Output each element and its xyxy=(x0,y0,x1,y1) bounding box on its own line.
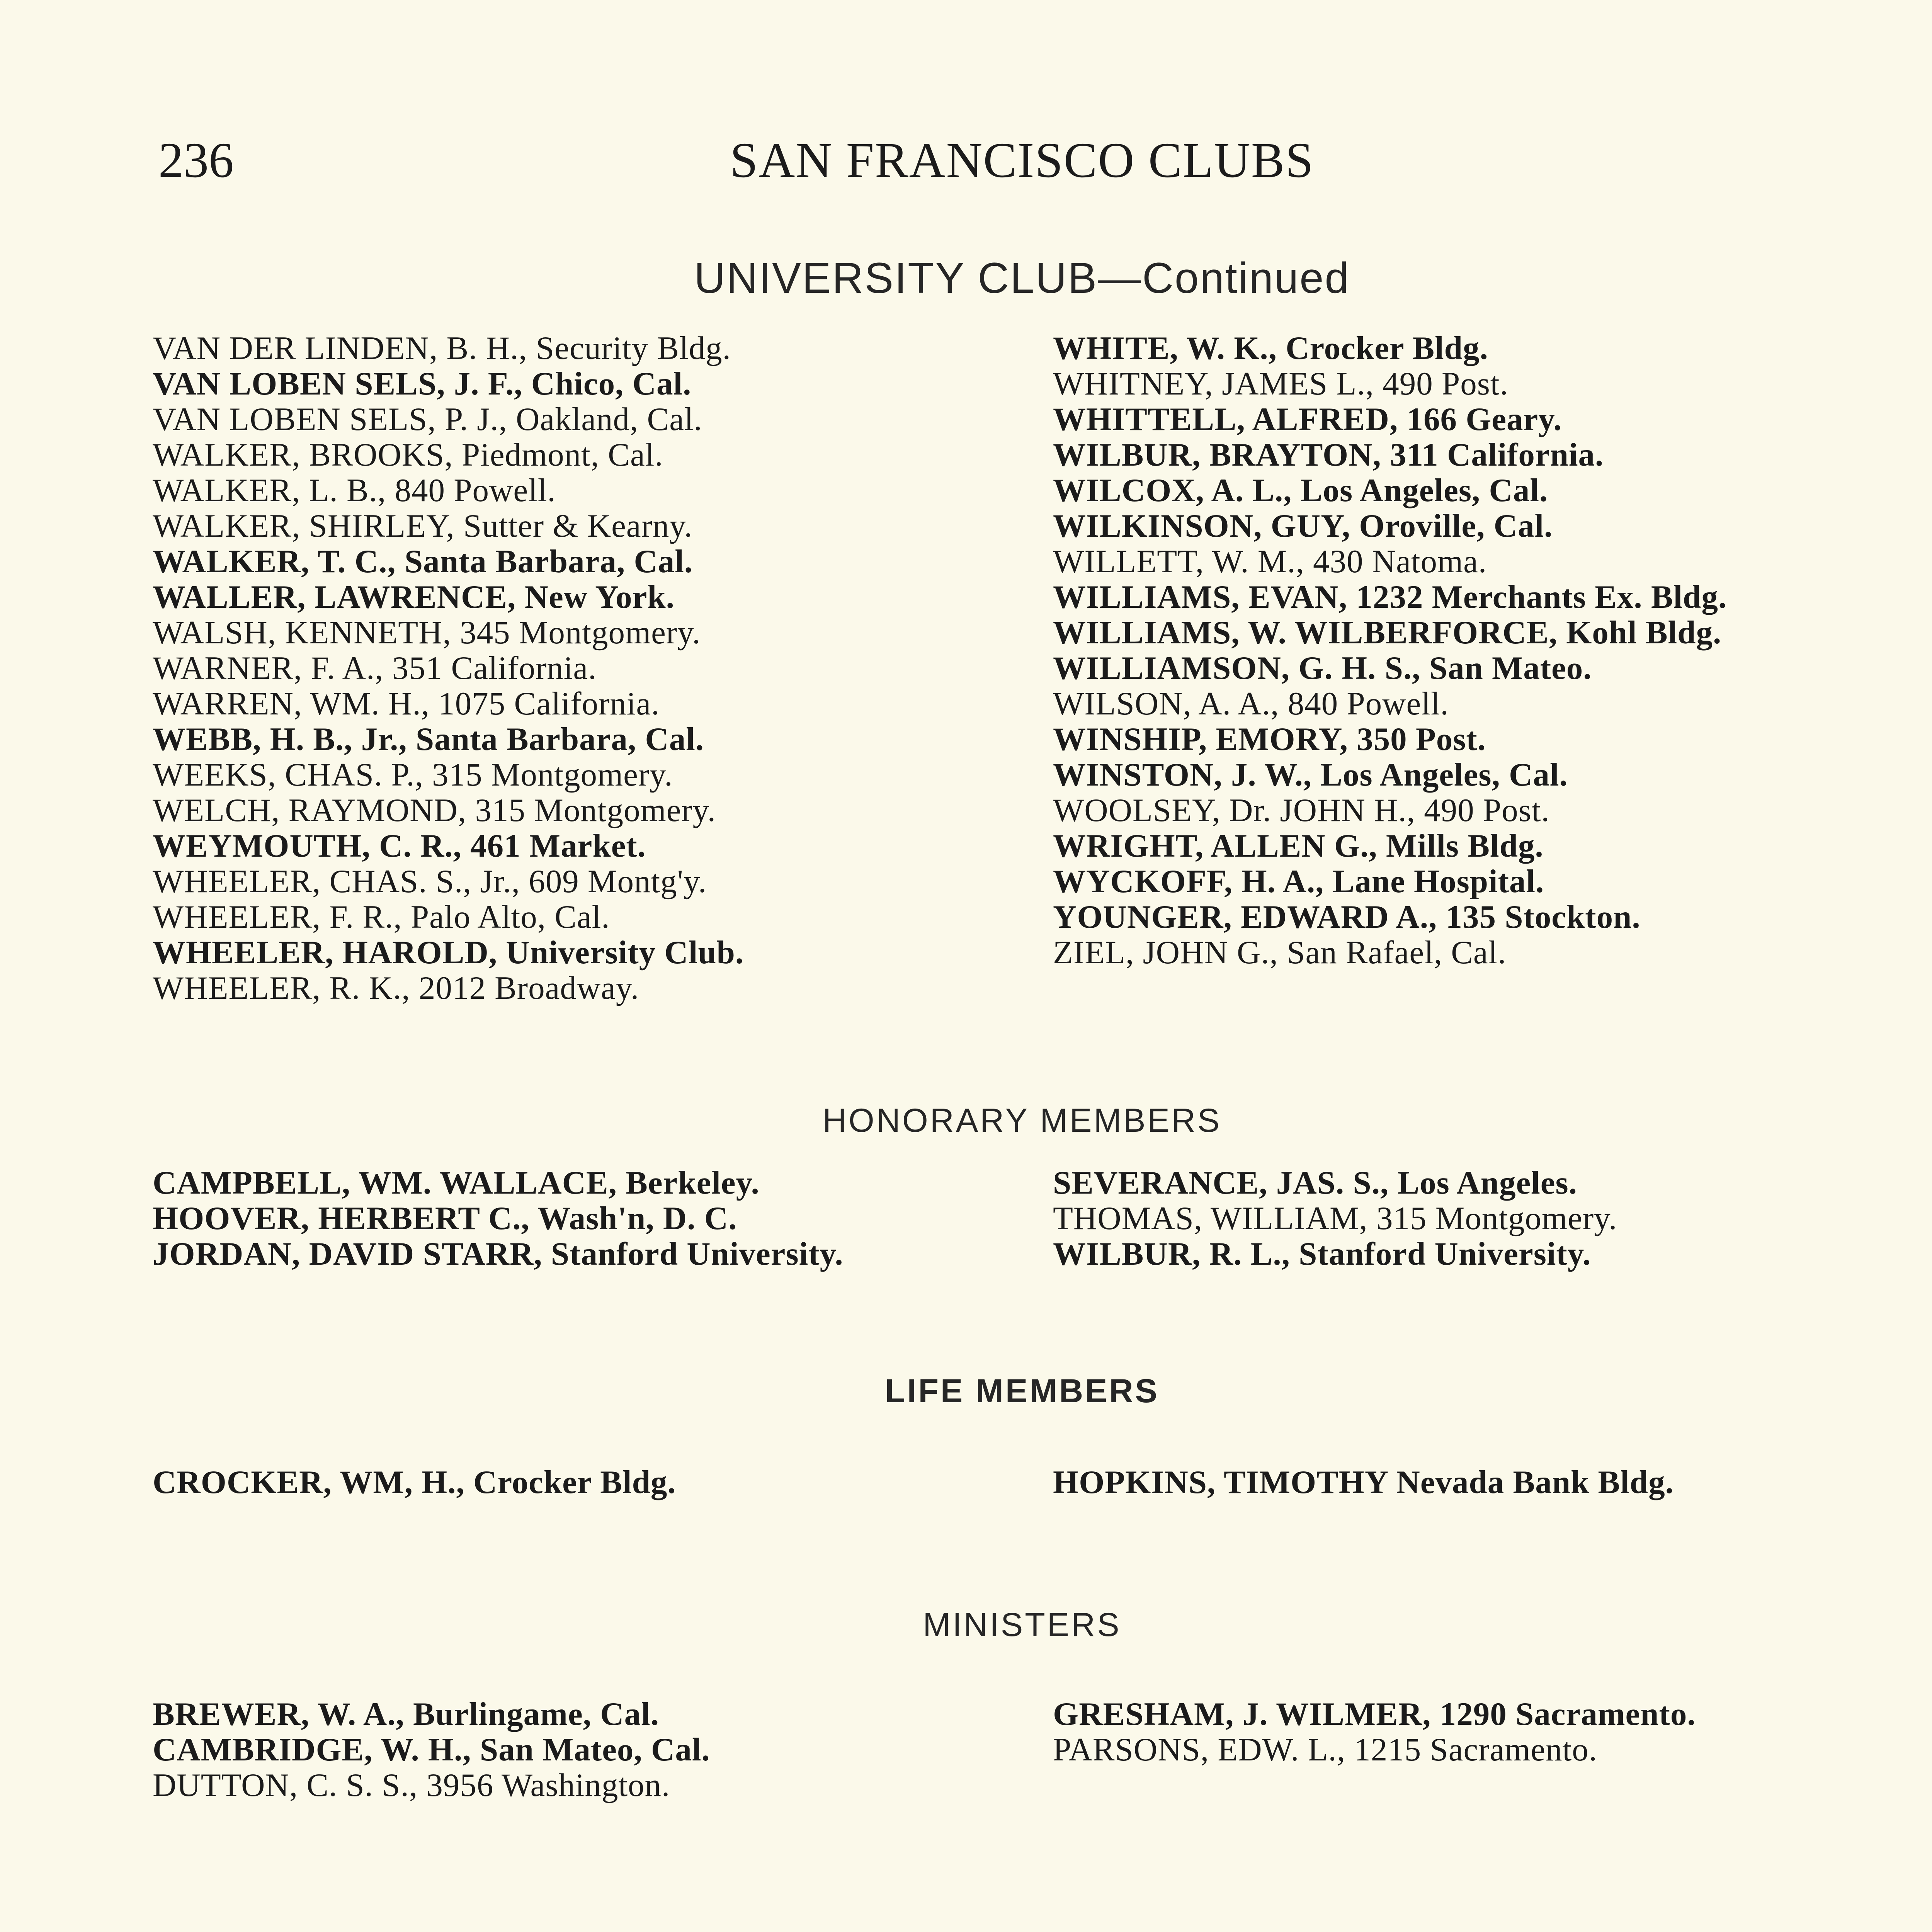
honorary-members-right-column xyxy=(1053,1165,1899,1272)
section-title-ministers: MINISTERS xyxy=(923,1606,1121,1643)
university-club-right-column xyxy=(1053,330,1899,970)
member-entry: WOOLSEY, Dr. JOHN H., 490 Post. xyxy=(1053,792,1550,828)
member-entry: CAMBRIDGE, W. H., San Mateo, Cal. xyxy=(153,1731,710,1768)
honorary-members-left-column xyxy=(153,1165,999,1272)
member-entry: WILBUR, BRAYTON, 311 California. xyxy=(1053,437,1604,473)
member-entry: BREWER, W. A., Burlingame, Cal. xyxy=(153,1696,659,1732)
member-entry: WHITTELL, ALFRED, 166 Geary. xyxy=(1053,401,1562,437)
page-header xyxy=(151,128,1893,193)
ministers-left-column xyxy=(153,1696,999,1803)
member-entry: WALLER, LAWRENCE, New York. xyxy=(153,579,675,615)
member-entry: HOPKINS, TIMOTHY Nevada Bank Bldg. xyxy=(1053,1464,1674,1500)
member-entry: WILLETT, W. M., 430 Natoma. xyxy=(1053,543,1487,580)
member-entry: WILLIAMS, EVAN, 1232 Merchants Ex. Bldg. xyxy=(1053,579,1727,615)
university-club-left-column xyxy=(153,330,999,1006)
member-entry: WALKER, T. C., Santa Barbara, Cal. xyxy=(153,543,693,580)
member-entry: VAN DER LINDEN, B. H., Security Bldg. xyxy=(153,330,731,366)
member-entry: WHEELER, CHAS. S., Jr., 609 Montg'y. xyxy=(153,863,707,900)
running-title: SAN FRANCISCO CLUBS xyxy=(730,133,1314,188)
member-entry: CROCKER, WM, H., Crocker Bldg. xyxy=(153,1464,676,1500)
member-entry: WILLIAMS, W. WILBERFORCE, Kohl Bldg. xyxy=(1053,614,1722,651)
member-entry: DUTTON, C. S. S., 3956 Washington. xyxy=(153,1767,670,1803)
member-entry: HOOVER, HERBERT C., Wash'n, D. C. xyxy=(153,1200,737,1236)
member-entry: WEYMOUTH, C. R., 461 Market. xyxy=(153,828,646,864)
page-number: 236 xyxy=(158,133,234,188)
member-entry: WINSTON, J. W., Los Angeles, Cal. xyxy=(1053,757,1568,793)
life-members-right-column xyxy=(1053,1464,1899,1500)
section-title-honorary-members: HONORARY MEMBERS xyxy=(822,1102,1222,1139)
member-entry: WILSON, A. A., 840 Powell. xyxy=(1053,685,1449,722)
member-entry: WILBUR, R. L., Stanford University. xyxy=(1053,1236,1591,1272)
member-entry: JORDAN, DAVID STARR, Stanford University. xyxy=(153,1236,844,1272)
member-entry: WALSH, KENNETH, 345 Montgomery. xyxy=(153,614,701,651)
member-entry: WARNER, F. A., 351 California. xyxy=(153,650,597,686)
member-entry: WALKER, BROOKS, Piedmont, Cal. xyxy=(153,437,663,473)
member-entry: WALKER, L. B., 840 Powell. xyxy=(153,472,556,509)
member-entry: PARSONS, EDW. L., 1215 Sacramento. xyxy=(1053,1731,1597,1768)
section-title-life-members: LIFE MEMBERS xyxy=(885,1372,1159,1410)
member-entry: VAN LOBEN SELS, J. F., Chico, Cal. xyxy=(153,366,692,402)
member-entry: WHEELER, F. R., Palo Alto, Cal. xyxy=(153,899,610,935)
member-entry: WHITE, W. K., Crocker Bldg. xyxy=(1053,330,1488,366)
member-entry: WYCKOFF, H. A., Lane Hospital. xyxy=(1053,863,1544,900)
member-entry: WILLIAMSON, G. H. S., San Mateo. xyxy=(1053,650,1592,686)
member-entry: WEBB, H. B., Jr., Santa Barbara, Cal. xyxy=(153,721,704,757)
member-entry: GRESHAM, J. WILMER, 1290 Sacramento. xyxy=(1053,1696,1696,1732)
member-entry: WILKINSON, GUY, Oroville, Cal. xyxy=(1053,508,1553,544)
member-entry: WRIGHT, ALLEN G., Mills Bldg. xyxy=(1053,828,1544,864)
ministers-right-column xyxy=(1053,1696,1899,1767)
member-entry: SEVERANCE, JAS. S., Los Angeles. xyxy=(1053,1165,1577,1201)
member-entry: WHITNEY, JAMES L., 490 Post. xyxy=(1053,366,1509,402)
member-entry: THOMAS, WILLIAM, 315 Montgomery. xyxy=(1053,1200,1617,1236)
member-entry: WHEELER, HAROLD, University Club. xyxy=(153,934,744,971)
member-entry: WARREN, WM. H., 1075 California. xyxy=(153,685,660,722)
member-entry: WINSHIP, EMORY, 350 Post. xyxy=(1053,721,1486,757)
member-entry: YOUNGER, EDWARD A., 135 Stockton. xyxy=(1053,899,1641,935)
member-entry: CAMPBELL, WM. WALLACE, Berkeley. xyxy=(153,1165,760,1201)
member-entry: WELCH, RAYMOND, 315 Montgomery. xyxy=(153,792,716,828)
member-entry: WEEKS, CHAS. P., 315 Montgomery. xyxy=(153,757,673,793)
member-entry: ZIEL, JOHN G., San Rafael, Cal. xyxy=(1053,934,1507,971)
member-entry: WALKER, SHIRLEY, Sutter & Kearny. xyxy=(153,508,693,544)
member-entry: WILCOX, A. L., Los Angeles, Cal. xyxy=(1053,472,1548,509)
member-entry: WHEELER, R. K., 2012 Broadway. xyxy=(153,970,639,1006)
life-members-left-column xyxy=(153,1464,999,1500)
section-title-university-club: UNIVERSITY CLUB—Continued xyxy=(694,254,1350,302)
member-entry: VAN LOBEN SELS, P. J., Oakland, Cal. xyxy=(153,401,702,437)
